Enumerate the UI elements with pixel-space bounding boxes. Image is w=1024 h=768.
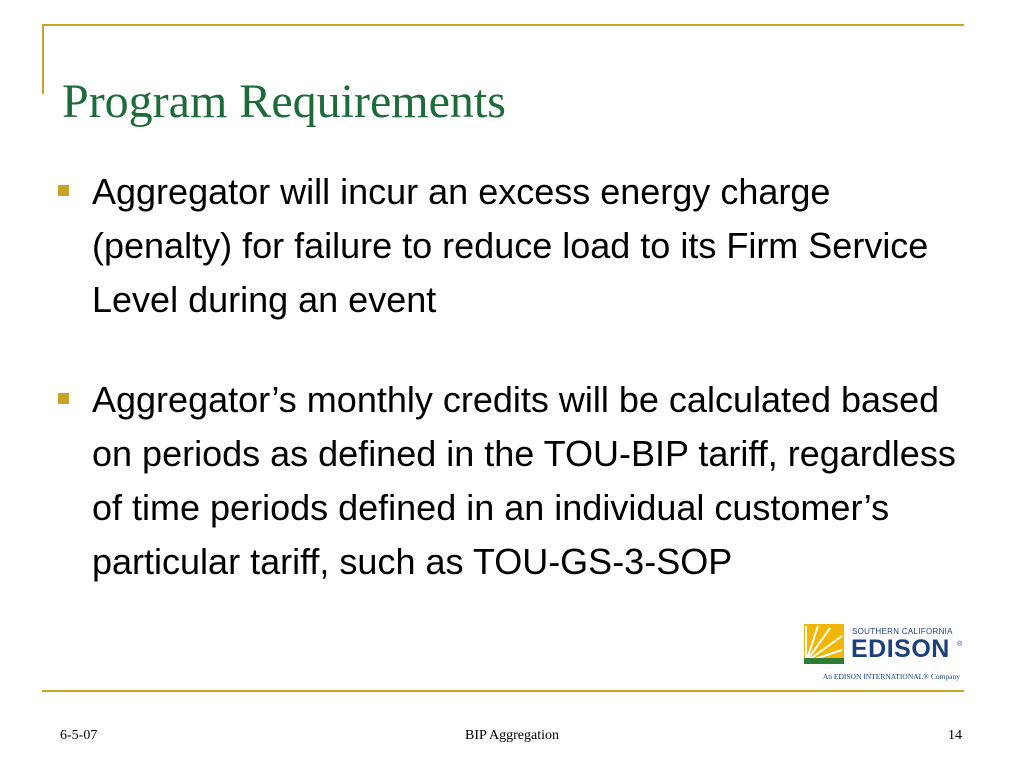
logo-tagline: An EDISON INTERNATIONAL® Company (822, 672, 960, 681)
bullet-list (56, 165, 956, 635)
left-frame-rule (42, 24, 44, 94)
bullet-item (56, 165, 956, 327)
logo-name: EDISON (851, 635, 950, 663)
bullet-text: Aggregator’s monthly credits will be calculated based on periods as defined in the TOU-BIP tariff, regardless of time periods defined in an individual customer’s particular tariff, such as TOU-GS-3-SOP (92, 379, 956, 582)
footer-date: 6-5-07 (60, 728, 98, 743)
page-number: 14 (948, 728, 962, 743)
bullet-text: Aggregator will incur an excess energy charge (penalty) for failure to reduce load to its Firm Service Level during an event (92, 171, 929, 320)
bullet-item (56, 373, 956, 589)
slide-title: Program Requirements (62, 75, 506, 129)
footer-title: BIP Aggregation (465, 728, 559, 743)
square-bullet-icon (58, 393, 69, 404)
logo-registered-mark: ® (957, 641, 963, 648)
edison-logo (804, 620, 964, 684)
footer-rule (42, 690, 964, 692)
square-bullet-icon (58, 185, 69, 196)
logo-subtitle: SOUTHERN CALIFORNIA (852, 627, 953, 636)
top-frame-rule (42, 24, 964, 26)
sunburst-icon (804, 624, 844, 664)
